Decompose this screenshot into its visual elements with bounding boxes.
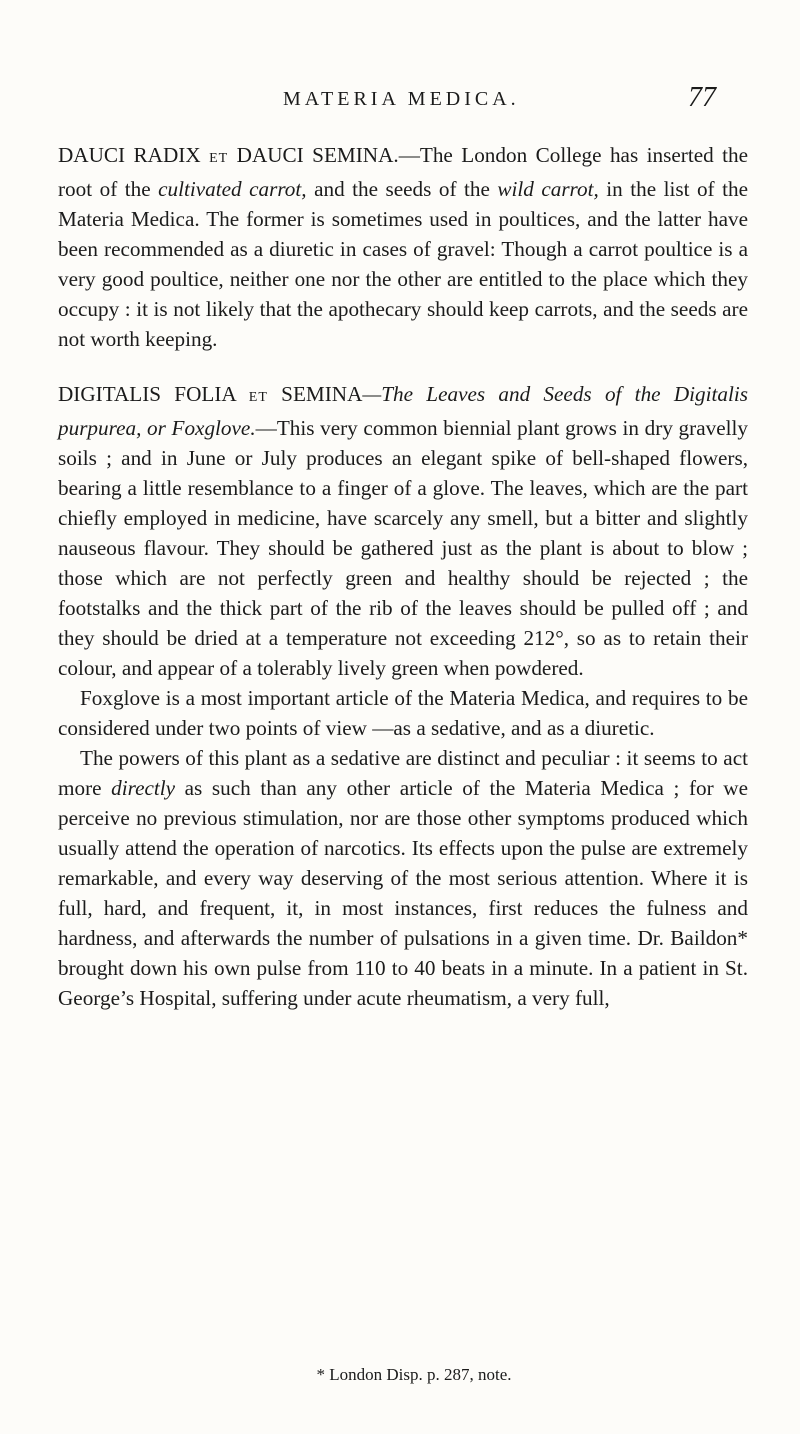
section-heading-semina: SEMINA xyxy=(281,382,363,406)
body-text xyxy=(58,140,748,1013)
paragraph-text: as such than any other article of the Materia Medica ; for we perceive no previous stimulation, nor are those other symptoms produced which usually attend the operation of narcotics. Its effects upon the pulse are extremely remarkable, and every way deserving of the most serious attention. Where it is full, hard, and frequent, it, in most instances, first reduces the fulness and hardness, and afterwards the number of pulsations in a given time. Dr. Baildon xyxy=(58,776,748,950)
italic-text: —The Leaves and Seeds of the Digitalis purpurea, or Foxglove. xyxy=(58,382,748,440)
paragraph-text: The powers of this plant as a sedative are distinct and peculiar : it seems to act more xyxy=(58,746,748,800)
section-heading-dauci-semina: DAUCI SEMINA. xyxy=(236,143,399,167)
section-heading-dauci-radix: DAUCI RADIX xyxy=(58,143,201,167)
running-title: MATERIA MEDICA. xyxy=(283,88,520,110)
paragraph-sedative-powers xyxy=(58,743,748,1013)
paragraph-text: in the list of the Materia Medica. The former is sometimes used in poultices, and the latter have been recommended as a diuretic in cases of gravel: Though a carrot poultice is a very good poultice, neither one nor the other are entitled to the place which they occupy : it is not likely that the apothecary should keep carrots, and the seeds are not worth keeping. xyxy=(58,177,748,351)
italic-text: wild carrot, xyxy=(497,177,599,201)
page-number: 77 xyxy=(688,82,716,113)
paragraph-text: —This very common biennial plant grows in dry gravelly soils ; and in June or July produces an elegant spike of bell-shaped flowers, bearing a little resemblance to a finger of a glove. The leaves, which are the part chiefly employed in medicine, have scarcely any smell, but a bitter and slightly nauseous flavour. They should be gathered just as the plant is about to blow ; those which are not perfectly green and healthy should be rejected ; the footstalks and the thick part of the rib of the leaves should be pulled off ; and they should be dried at a temperature not exceeding 212°, so as to retain their colour, and appear of a tolerably lively green when powdered. xyxy=(58,416,748,680)
section-digitalis xyxy=(58,379,748,683)
section-heading-digitalis-folia: DIGITALIS FOLIA xyxy=(58,382,236,406)
paragraph-text: brought down his own pulse from 110 to 40 beats in a minute. In a patient in St. George’s Hospital, suffering under acute rheumatism, a very full, xyxy=(58,956,748,1010)
italic-text: cultivated carrot, xyxy=(158,177,307,201)
paragraph-text: —The London College has inserted the root of the xyxy=(58,143,749,201)
section-gap xyxy=(58,354,748,379)
section-dauci xyxy=(58,140,748,354)
paragraph-foxglove-importance: Foxglove is a most important article of the Materia Medica, and requires to be considered under two points of view —as a sedative, and as a diuretic. xyxy=(58,686,748,740)
heading-conjunction: ET xyxy=(209,151,229,166)
footnote-reference: * xyxy=(737,926,748,950)
running-head xyxy=(0,80,800,120)
italic-text: directly xyxy=(111,776,176,800)
paragraph-text: and the seeds of the xyxy=(306,177,498,201)
footnote: * London Disp. p. 287, note. xyxy=(316,1365,512,1384)
heading-conjunction: ET xyxy=(248,390,268,405)
